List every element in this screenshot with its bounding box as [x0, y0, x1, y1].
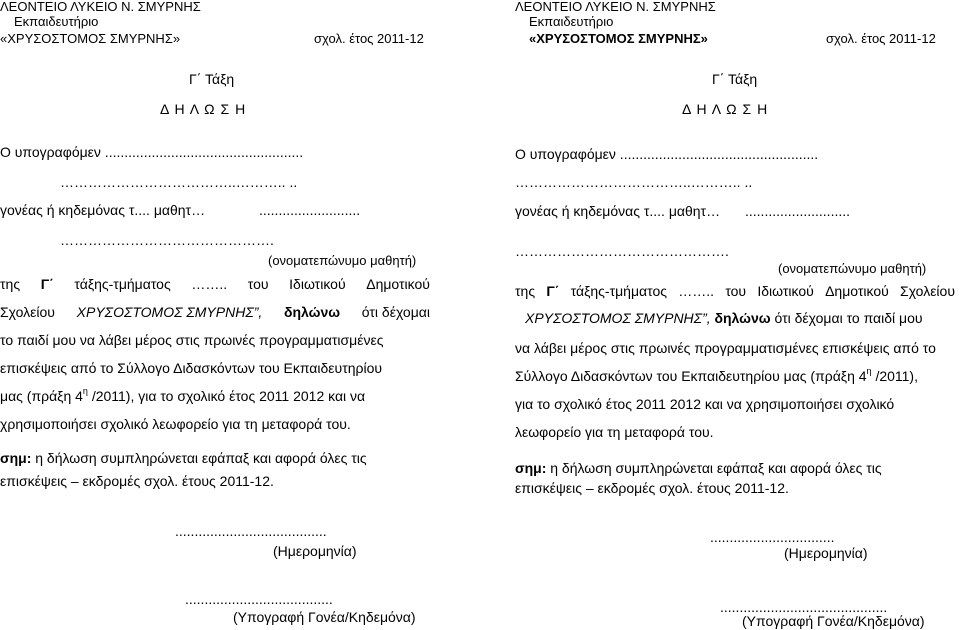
school-brand: «ΧΡΥΣΟΣΤΟΜΟΣ ΣΜΥΡΝΗΣ»	[529, 31, 708, 46]
date-label: (Ημερομηνία)	[784, 545, 868, 561]
body-line-1: της Γ΄ τάξης-τμήματος …….. του Ιδιωτικού Δημοτικού	[0, 276, 430, 292]
note-line-2: επισκέψεις – εκδρομές σχολ. έτους 2011-12.	[515, 480, 789, 496]
signature-label: (Υπογραφή Γονέα/Κηδεμόνα)	[233, 609, 416, 625]
signature-dots: ...........................................	[720, 599, 888, 615]
name-dots: ……………………………………….	[515, 243, 729, 259]
body-line-4: επισκέψεις από το Σύλλογο Διδασκόντων του Εκπαιδευτηρίου	[0, 360, 383, 376]
note-label: σημ:	[0, 450, 32, 466]
school-brand: «ΧΡΥΣΟΣΤΟΜΟΣ ΣΜΥΡΝΗΣ»	[0, 31, 181, 46]
body-line-1: της Γ΄ τάξης-τμήματος …….. του Ιδιωτικού Δημοτικού Σχολείου	[515, 283, 955, 299]
school-name: ΛΕΟΝΤΕΙΟ ΛΥΚΕΙΟ Ν. ΣΜΥΡΝΗΣ	[515, 0, 716, 14]
body-line-5: μας (πράξη $4^\eta$ /2011), για το σχολικό έτος 2011 2012 και να	[0, 386, 366, 404]
name-dots: ……………………………………….	[60, 232, 274, 248]
note-label: σημ:	[515, 460, 547, 476]
date-dots: ................................	[710, 529, 835, 545]
school-name: ΛΕΟΝΤΕΙΟ ΛΥΚΕΙΟ Ν. ΣΜΥΡΝΗΣ	[0, 0, 201, 14]
body-line-6: χρησιμοποιήσει σχολικό λεωφορείο για τη μεταφορά του.	[0, 416, 351, 432]
note-line-1: σημ: η δήλωση συμπληρώνεται εφάπαξ και αφορά όλες τις	[0, 450, 367, 466]
body-line-3: το παιδί μου να λάβει μέρος στις πρωινές προγραμματισμένες	[0, 332, 384, 348]
body-line-4: Σύλλογο Διδασκόντων του Εκπαιδευτηρίου μας (πράξη $4^\eta$ /2011),	[515, 366, 918, 384]
parent-dots: ..........................	[259, 202, 361, 218]
page-title: Δ Η Λ Ω Σ Η	[160, 101, 247, 117]
note-line-2: επισκέψεις – εκδρομές σχολ. έτους 2011-12.	[0, 473, 274, 489]
parent-dots: ...........................	[745, 203, 851, 219]
parent-label: γονέας ή κηδεμόνας τ.... μαθητ…	[0, 202, 206, 218]
school-year: σχολ. έτος 2011-12	[826, 31, 936, 46]
name-hint: (ονοματεπώνυμο μαθητή)	[778, 261, 927, 276]
class-label: Γ΄ Τάξη	[712, 71, 758, 87]
note-line-1: σημ: η δήλωση συμπληρώνεται εφάπαξ και αφορά όλες τις	[515, 460, 882, 476]
body-line-2: ΧΡΥΣΟΣΤΟΜΟΣ ΣΜΥΡΝΗΣ”, δηλώνω ότι δέχομαι το παιδί μου	[525, 310, 923, 326]
body-line-6: λεωφορείο για τη μεταφορά του.	[515, 424, 714, 440]
class-label: Γ΄ Τάξη	[189, 71, 235, 87]
date-dots: .......................................	[175, 523, 327, 539]
body-line-5: για το σχολικό έτος 2011 2012 και να χρησιμοποιήσει σχολικό	[515, 396, 895, 412]
school-subtitle: Εκπαιδευτήριο	[14, 14, 99, 29]
body-line-2: Σχολείου ΧΡΥΣΟΣΤΟΜΟΣ ΣΜΥΡΝΗΣ”, δηλώνω ότι δέχομαι	[0, 304, 430, 320]
signed-line: Ο υπογραφόμεν ...................................................	[515, 146, 819, 162]
page-title: Δ Η Λ Ω Σ Η	[682, 101, 769, 117]
dots-line: ………………………………..……….. ..	[515, 174, 753, 190]
name-hint: (ονοματεπώνυμο μαθητή)	[268, 253, 417, 268]
school-year: σχολ. έτος 2011-12	[314, 31, 424, 46]
signature-label: (Υπογραφή Γονέα/Κηδεμόνα)	[742, 613, 925, 629]
signature-dots: ......................................	[185, 591, 333, 607]
body-line-3: να λάβει μέρος στις πρωινές προγραμματισμένες επισκέψεις από το	[515, 340, 936, 356]
school-subtitle: Εκπαιδευτήριο	[529, 14, 614, 29]
parent-label: γονέας ή κηδεμόνας τ.... μαθητ…	[515, 203, 721, 219]
signed-line: Ο υπογραφόμεν ...................................................	[0, 144, 304, 160]
date-label: (Ημερομηνία)	[273, 543, 357, 559]
dots-line: ………………………………..……….. ..	[60, 174, 298, 190]
